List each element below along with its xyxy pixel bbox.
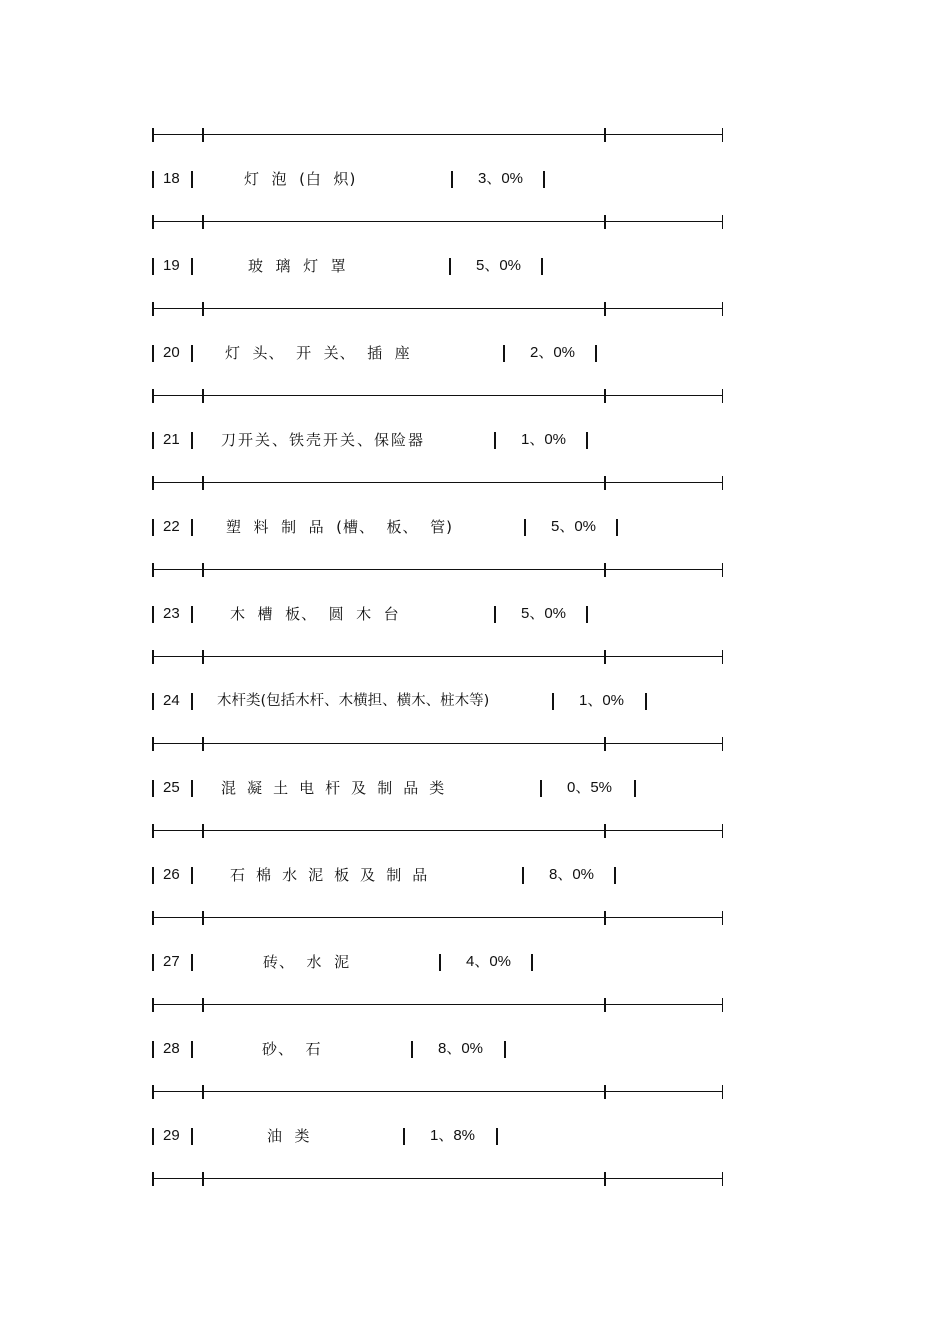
cell-border: [494, 432, 496, 449]
row-separator: [152, 215, 723, 229]
row-separator: [152, 824, 723, 838]
row-number: 23: [163, 605, 180, 622]
row-number: 19: [163, 257, 180, 274]
cell-border: [152, 606, 154, 623]
loss-rate: 3、0%: [478, 170, 524, 187]
item-name: 混 凝 土 电 杆 及 制 品 类: [221, 779, 445, 797]
cell-border: [191, 258, 193, 275]
row-number: 22: [163, 518, 180, 535]
row-number: 18: [163, 170, 180, 187]
row-separator: [152, 650, 723, 664]
cell-border: [152, 867, 154, 884]
row-separator: [152, 302, 723, 316]
row-number: 28: [163, 1040, 180, 1057]
cell-border: [616, 519, 618, 536]
cell-border: [152, 345, 154, 362]
cell-border: [496, 1128, 498, 1145]
cell-border: [152, 954, 154, 971]
row-separator: [152, 563, 723, 577]
cell-border: [614, 867, 616, 884]
row-number: 27: [163, 953, 180, 970]
row-separator: [152, 476, 723, 490]
cell-border: [152, 1128, 154, 1145]
cell-border: [403, 1128, 405, 1145]
row-separator: [152, 1172, 723, 1186]
loss-rate: 1、0%: [521, 431, 567, 448]
cell-border: [191, 171, 193, 188]
item-name: 木 槽 板、 圆 木 台: [230, 605, 400, 623]
cell-border: [191, 519, 193, 536]
row-number: 29: [163, 1127, 180, 1144]
row-separator: [152, 389, 723, 403]
item-name: 灯 头、 开 关、 插 座: [225, 344, 411, 362]
cell-border: [645, 693, 647, 710]
cell-border: [522, 867, 524, 884]
row-number: 24: [163, 692, 180, 709]
cell-border: [191, 1041, 193, 1058]
cell-border: [152, 432, 154, 449]
cell-border: [531, 954, 533, 971]
item-name: 灯 泡 (白 炽): [244, 170, 357, 188]
loss-rate: 5、0%: [476, 257, 522, 274]
row-separator: [152, 128, 723, 142]
item-name: 油 类: [267, 1127, 311, 1145]
cell-border: [152, 519, 154, 536]
row-number: 26: [163, 866, 180, 883]
cell-border: [191, 432, 193, 449]
row-separator: [152, 911, 723, 925]
cell-border: [191, 606, 193, 623]
cell-border: [411, 1041, 413, 1058]
loss-rate: 4、0%: [466, 953, 512, 970]
loss-rate: 1、8%: [430, 1127, 476, 1144]
cell-border: [494, 606, 496, 623]
loss-rate: 8、0%: [549, 866, 595, 883]
cell-border: [586, 432, 588, 449]
item-name: 刀开关、铁壳开关、保险器: [221, 431, 426, 449]
cell-border: [586, 606, 588, 623]
item-name: 石 棉 水 泥 板 及 制 品: [230, 866, 428, 884]
cell-border: [191, 867, 193, 884]
row-separator: [152, 998, 723, 1012]
loss-rate: 0、5%: [567, 779, 613, 796]
item-name: 木杆类(包括木杆、木横担、横木、桩木等): [217, 693, 490, 709]
cell-border: [451, 171, 453, 188]
cell-border: [439, 954, 441, 971]
cell-border: [191, 345, 193, 362]
cell-border: [191, 1128, 193, 1145]
cell-border: [504, 1041, 506, 1058]
cell-border: [152, 171, 154, 188]
cell-border: [152, 693, 154, 710]
cell-border: [540, 780, 542, 797]
item-name: 砂、 石: [262, 1040, 322, 1058]
cell-border: [191, 780, 193, 797]
cell-border: [152, 1041, 154, 1058]
item-name: 砖、 水 泥: [263, 953, 351, 971]
cell-border: [634, 780, 636, 797]
cell-border: [503, 345, 505, 362]
cell-border: [524, 519, 526, 536]
cell-border: [152, 780, 154, 797]
row-number: 21: [163, 431, 180, 448]
cell-border: [449, 258, 451, 275]
loss-rate: 5、0%: [521, 605, 567, 622]
item-name: 玻 璃 灯 罩: [248, 257, 347, 275]
loss-rate: 1、0%: [579, 692, 625, 709]
cell-border: [152, 258, 154, 275]
cell-border: [552, 693, 554, 710]
cell-border: [541, 258, 543, 275]
cell-border: [595, 345, 597, 362]
row-separator: [152, 1085, 723, 1099]
cell-border: [543, 171, 545, 188]
loss-rate: 2、0%: [530, 344, 576, 361]
loss-rate: 8、0%: [438, 1040, 484, 1057]
loss-rate: 5、0%: [551, 518, 597, 535]
cell-border: [191, 954, 193, 971]
item-name: 塑 料 制 品 (槽、 板、 管): [226, 518, 453, 536]
row-separator: [152, 737, 723, 751]
cell-border: [191, 693, 193, 710]
row-number: 20: [163, 344, 180, 361]
row-number: 25: [163, 779, 180, 796]
